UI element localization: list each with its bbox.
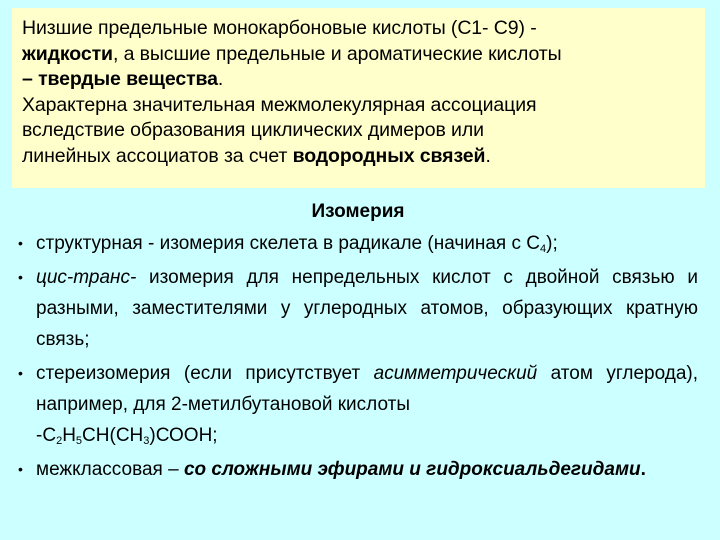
item-text: изомерия для непредельных кислот с двойной связью и разными, заместителями у углеродных атомов, образующих кратную связь; [36,267,698,350]
intro-bold-liquids: жидкости [22,42,113,65]
isomerism-list [18,228,698,485]
item-bold-italic: со сложными эфирами и гидроксиальдегидами [183,459,641,480]
intro-text: . [217,68,224,90]
subscript: 4 [540,243,547,255]
item-text: структурная - изомерия скелета в радикале (начиная с С [36,233,541,254]
intro-box [12,8,705,188]
item-text: ); [546,233,558,254]
intro-line-6 [22,144,695,170]
item-text: стереизомерия (если присутствует [36,363,374,384]
list-item [18,262,698,355]
formula [36,425,218,446]
formula-part: СН(СН [82,425,144,446]
subscript: 3 [143,435,150,447]
item-italic: цис-транс- [36,267,137,288]
intro-text: Характерна значительная межмолекулярная ассоциация [22,93,537,116]
intro-text: Низшие предельные монокарбоновые кислоты (С1- С9) - [22,17,537,39]
item-text: межклассовая – [36,459,184,480]
intro-line-3 [22,67,695,93]
formula-part: -С [36,425,57,446]
bullet-icon: • [18,235,23,251]
intro-text: вследствие образования циклических димеров или [22,119,484,141]
bullet-icon: • [18,365,23,381]
subscript: 2 [56,435,63,447]
list-item [18,454,698,485]
intro-text: линейных ассоциатов за счет [22,144,293,167]
list-item [18,228,698,259]
subscript: 5 [75,435,83,447]
intro-bold-hbonds: водородных связей [292,144,486,167]
list-item [18,358,698,451]
formula-part: Н [62,425,76,446]
isomerism-section [18,198,698,488]
intro-bold-solids: – твердые вещества [22,68,218,90]
bullet-icon: • [18,269,23,285]
intro-line-2 [22,42,695,68]
formula-part: )СООН; [149,425,218,446]
intro-line-5 [22,118,695,144]
intro-line-4 [22,93,695,119]
intro-line-1 [22,16,695,42]
intro-text: . [485,144,491,167]
item-text: атом углерода), например, для 2-метилбутановой кислоты [36,363,698,415]
intro-text: , а высшие предельные и ароматические кислоты [112,42,562,65]
item-italic: асимметрический [373,363,538,384]
section-heading: Изомерия [311,201,405,222]
bullet-icon: • [18,461,23,477]
item-text: . [640,459,646,480]
